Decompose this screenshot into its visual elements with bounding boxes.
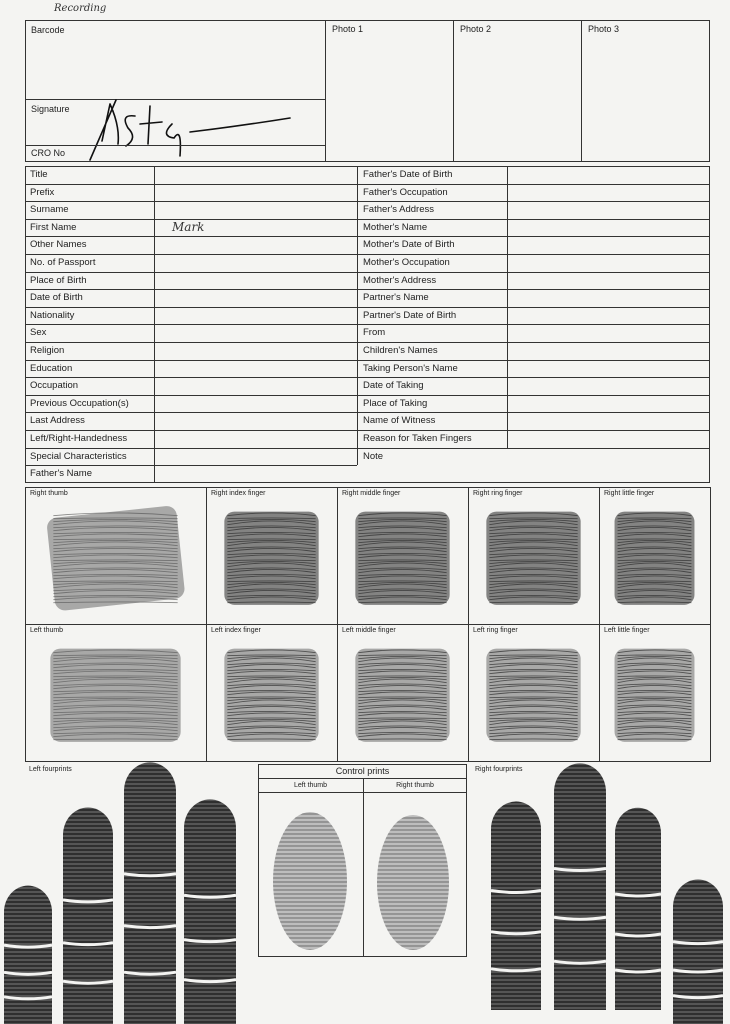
fourprint-finger xyxy=(491,802,541,1011)
field-label: Mother's Occupation xyxy=(363,257,450,268)
field-label: Place of Taking xyxy=(363,397,428,409)
finger-label: Right ring finger xyxy=(473,490,523,497)
field-label: Note xyxy=(363,450,384,462)
control-prints-title: Control prints xyxy=(335,766,390,776)
fourprint-finger xyxy=(63,808,113,1024)
field-label: Previous Occupation(s) xyxy=(30,397,129,409)
field-label: Last Address xyxy=(30,415,85,427)
field-label: Special Characteristics xyxy=(30,450,127,462)
field-label: Mother's Date of Birth xyxy=(363,239,455,251)
field-label: Father's Address xyxy=(363,204,434,216)
control-thumb-print xyxy=(377,815,449,950)
finger-label: Left ring finger xyxy=(473,627,518,634)
field-label: Father's Name xyxy=(30,468,93,480)
fourprint-finger xyxy=(673,879,723,1024)
left-fourprints-label: Left fourprints xyxy=(29,766,72,773)
cro-label: CRO No xyxy=(31,148,66,158)
field-label: Place of Birth xyxy=(30,274,87,286)
field-label: Name of Witness xyxy=(363,415,436,427)
control-left-thumb-label: Left thumb xyxy=(293,782,328,789)
field-label: Father's Occupation xyxy=(363,186,448,198)
field-label: Children's Names xyxy=(363,345,438,356)
field-label: Occupation xyxy=(30,380,79,392)
finger-label: Left index finger xyxy=(211,627,261,634)
field-label: Date of Taking xyxy=(363,380,424,392)
field-label: Reason for Taken Fingers xyxy=(363,433,472,444)
fourprint-finger xyxy=(554,763,606,1010)
fourprint-finger xyxy=(615,808,661,1010)
fourprint-finger xyxy=(124,762,176,1024)
field-label: Surname xyxy=(30,204,69,216)
field-label: Other Names xyxy=(30,239,87,251)
signature-label: Signature xyxy=(31,104,70,114)
finger-label: Right index finger xyxy=(211,490,266,497)
photo-2-label: Photo 2 xyxy=(460,24,492,34)
photo-1-label: Photo 1 xyxy=(332,24,364,34)
field-label: Father's Date of Birth xyxy=(363,169,453,180)
field-label: Taking Person's Name xyxy=(363,362,458,374)
field-value: Mark xyxy=(172,219,205,234)
field-label: Date of Birth xyxy=(30,292,83,304)
control-right-thumb-label: Right thumb xyxy=(396,782,434,789)
finger-label: Right middle finger xyxy=(342,490,401,497)
finger-label: Right thumb xyxy=(30,490,68,497)
finger-label: Left thumb xyxy=(30,627,64,634)
field-label: Sex xyxy=(30,327,47,339)
fourprint-finger xyxy=(184,799,236,1024)
field-label: From xyxy=(363,327,386,339)
field-label: First Name xyxy=(30,221,77,233)
right-fourprints-label: Right fourprints xyxy=(475,766,523,773)
finger-label: Right little finger xyxy=(604,490,655,497)
field-label: Education xyxy=(30,362,73,374)
field-label: Partner's Date of Birth xyxy=(363,309,457,321)
field-label: No. of Passport xyxy=(30,257,96,268)
field-label: Partner's Name xyxy=(363,292,429,304)
finger-label: Left middle finger xyxy=(342,627,396,634)
barcode-label: Barcode xyxy=(31,25,65,35)
field-label: Title xyxy=(30,169,48,180)
corner-handwritten-note: Recording xyxy=(54,3,107,14)
field-label: Prefix xyxy=(30,186,55,198)
fourprint-finger xyxy=(4,886,52,1024)
control-thumb-print xyxy=(273,812,347,950)
field-label: Mother's Name xyxy=(363,221,428,233)
field-label: Religion xyxy=(30,345,65,356)
photo-3-label: Photo 3 xyxy=(588,24,620,34)
field-label: Left/Right-Handedness xyxy=(30,433,128,444)
finger-label: Left little finger xyxy=(604,627,650,634)
field-label: Nationality xyxy=(30,309,75,321)
field-label: Mother's Address xyxy=(363,274,437,286)
